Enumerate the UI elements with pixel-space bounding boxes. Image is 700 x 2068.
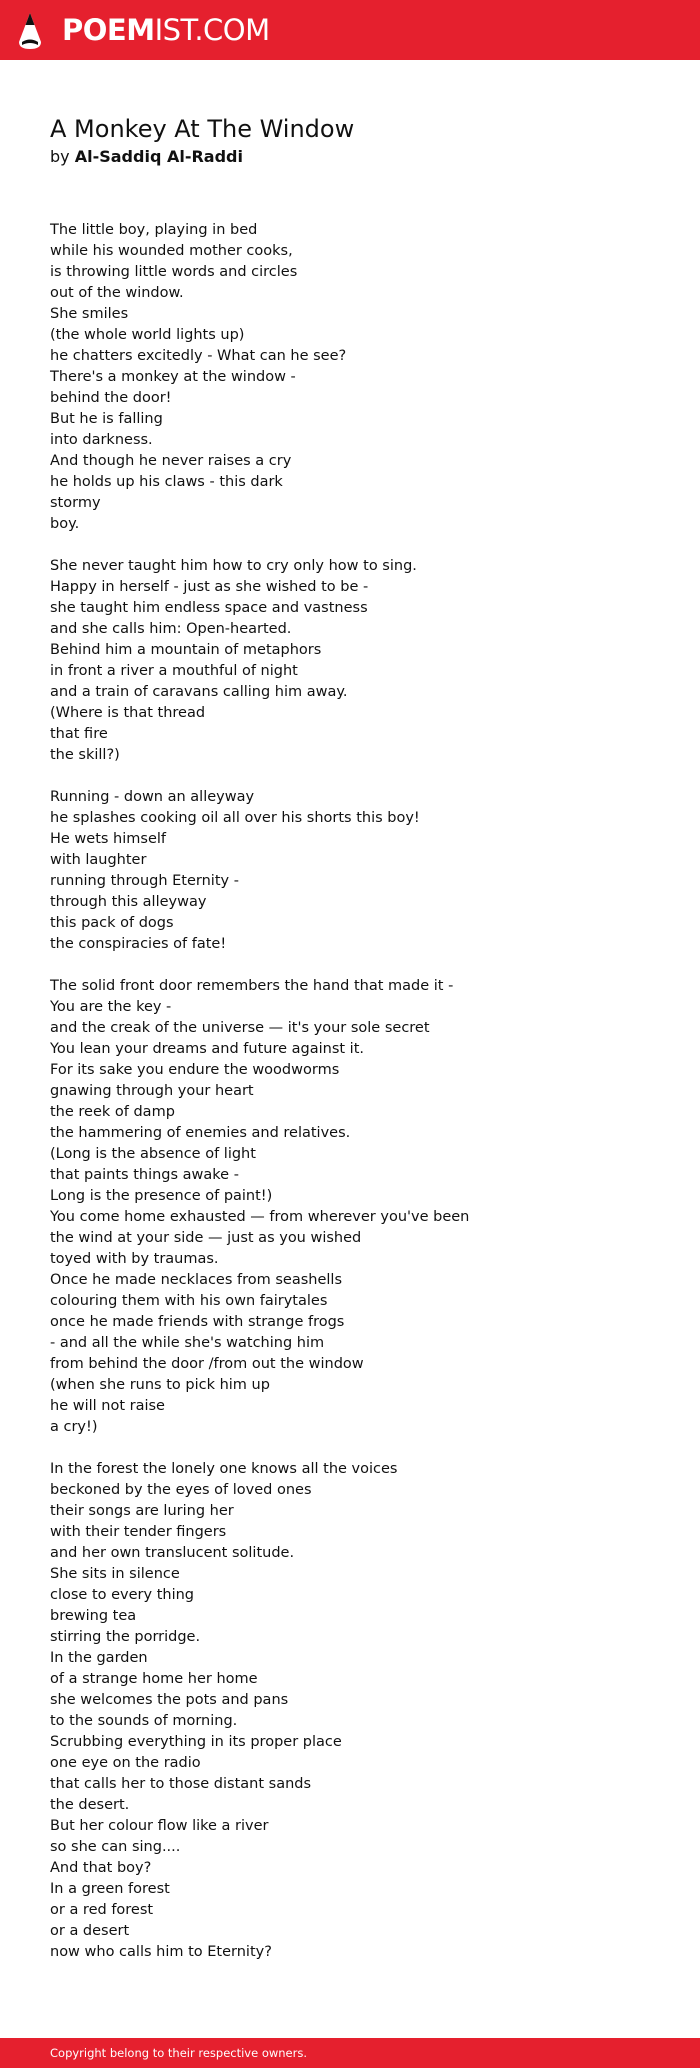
poem-line: behind the door! [50, 390, 172, 406]
poem-line: a cry!) [50, 1419, 98, 1435]
poem-line: running through Eternity - [50, 873, 239, 889]
poem-line: and she calls him: Open-hearted. [50, 621, 292, 637]
poem-line: (Where is that thread [50, 705, 206, 721]
poem-line: that calls her to those distant sands [50, 1776, 312, 1792]
poem-line: this pack of dogs [50, 915, 174, 931]
logo-light-text: IST.COM [154, 13, 270, 47]
poem-line: She sits in silence [50, 1566, 180, 1582]
poem-line: she taught him endless space and vastness [50, 600, 368, 616]
poem-line: to the sounds of morning. [50, 1713, 238, 1729]
poem-line: You come home exhausted — from wherever you've been [50, 1209, 470, 1225]
poem-line: that paints things awake - [50, 1167, 239, 1183]
poem-byline [50, 146, 650, 168]
poem-line: and a train of caravans calling him away. [50, 684, 348, 700]
poem-line: You lean your dreams and future against it. [50, 1041, 364, 1057]
poem-line: she welcomes the pots and pans [50, 1692, 289, 1708]
poem-line: and her own translucent solitude. [50, 1545, 295, 1561]
poem-line: through this alleyway [50, 894, 207, 910]
poem-stanza [50, 976, 650, 1438]
logo-bold-text: POEM [62, 13, 155, 47]
poem-line: one eye on the radio [50, 1755, 201, 1771]
poem-line: She never taught him how to cry only how to sing. [50, 558, 417, 574]
poem-line: There's a monkey at the window - [50, 369, 296, 385]
pencil-tip-icon [17, 12, 43, 50]
poem-stanza [50, 556, 650, 766]
poem-line: the conspiracies of fate! [50, 936, 227, 952]
poem-line: And that boy? [50, 1860, 152, 1876]
poem-line: colouring them with his own fairytales [50, 1293, 328, 1309]
poem-line: But he is falling [50, 411, 163, 427]
poem-line: in front a river a mouthful of night [50, 663, 298, 679]
poem-line: brewing tea [50, 1608, 137, 1624]
poem-line: - and all the while she's watching him [50, 1335, 325, 1351]
poem-line: so she can sing.... [50, 1839, 181, 1855]
poem-line: stirring the porridge. [50, 1629, 201, 1645]
poem-line: And though he never raises a cry [50, 453, 292, 469]
poem-line: into darkness. [50, 432, 153, 448]
poem-author[interactable]: Al-Saddiq Al-Raddi [74, 147, 243, 166]
poem-line: Running - down an alleyway [50, 789, 255, 805]
poem-line: close to every thing [50, 1587, 194, 1603]
poem-line: and the creak of the universe — it's your sole secret [50, 1020, 430, 1036]
poem-line: The solid front door remembers the hand that made it - [50, 978, 454, 994]
poem-line: with their tender fingers [50, 1524, 227, 1540]
poem-line: In the garden [50, 1650, 148, 1666]
poem-line: that fire [50, 726, 108, 742]
poem-line: now who calls him to Eternity? [50, 1944, 272, 1960]
poem-line: he holds up his claws - this dark [50, 474, 283, 490]
poem-line: (the whole world lights up) [50, 327, 245, 343]
site-logo[interactable] [62, 13, 270, 47]
poem-line: out of the window. [50, 285, 184, 301]
poem-title: A Monkey At The Window [50, 115, 355, 143]
poem-line: he splashes cooking oil all over his shorts this boy! [50, 810, 420, 826]
poem-line: He wets himself [50, 831, 167, 847]
poem-line: the wind at your side — just as you wished [50, 1230, 362, 1246]
poem-line: once he made friends with strange frogs [50, 1314, 345, 1330]
poem-line: the reek of damp [50, 1104, 175, 1120]
poem-line: (when she runs to pick him up [50, 1377, 270, 1393]
poem-stanza [50, 220, 650, 535]
poem-line: their songs are luring her [50, 1503, 234, 1519]
poem-line: In a green forest [50, 1881, 170, 1897]
poem-body [50, 220, 650, 1963]
poem-line: the desert. [50, 1797, 130, 1813]
poem-line: But her colour flow like a river [50, 1818, 269, 1834]
poem-line: or a desert [50, 1923, 130, 1939]
poem-line: Happy in herself - just as she wished to be - [50, 579, 369, 595]
poem-line: You are the key - [50, 999, 172, 1015]
site-footer [0, 2038, 700, 2068]
poem-line: he chatters excitedly - What can he see? [50, 348, 347, 364]
poem-line: gnawing through your heart [50, 1083, 254, 1099]
poem-line: the skill?) [50, 747, 120, 763]
poem-content [50, 112, 650, 1984]
poem-line: while his wounded mother cooks, [50, 243, 293, 259]
poem-line: of a strange home her home [50, 1671, 258, 1687]
poem-line: boy. [50, 516, 80, 532]
poem-line: In the forest the lonely one knows all the voices [50, 1461, 398, 1477]
poem-line: with laughter [50, 852, 147, 868]
site-header [0, 0, 700, 60]
poem-stanza [50, 1459, 650, 1963]
poem-line: The little boy, playing in bed [50, 222, 258, 238]
poem-line: Behind him a mountain of metaphors [50, 642, 322, 658]
poem-line: or a red forest [50, 1902, 154, 1918]
poem-line: from behind the door /from out the window [50, 1356, 364, 1372]
poem-line: he will not raise [50, 1398, 165, 1414]
poem-line: For its sake you endure the woodworms [50, 1062, 340, 1078]
byline-prefix: by [50, 147, 70, 166]
poem-stanza [50, 787, 650, 955]
poem-line: is throwing little words and circles [50, 264, 298, 280]
poem-line: She smiles [50, 306, 129, 322]
poem-line: beckoned by the eyes of loved ones [50, 1482, 312, 1498]
poem-line: (Long is the absence of light [50, 1146, 256, 1162]
copyright-text: Copyright belong to their respective owners. [50, 2046, 308, 2060]
poem-line: Long is the presence of paint!) [50, 1188, 273, 1204]
poem-line: the hammering of enemies and relatives. [50, 1125, 351, 1141]
poem-line: stormy [50, 495, 101, 511]
poem-line: toyed with by traumas. [50, 1251, 219, 1267]
poem-line: Once he made necklaces from seashells [50, 1272, 343, 1288]
poem-line: Scrubbing everything in its proper place [50, 1734, 342, 1750]
